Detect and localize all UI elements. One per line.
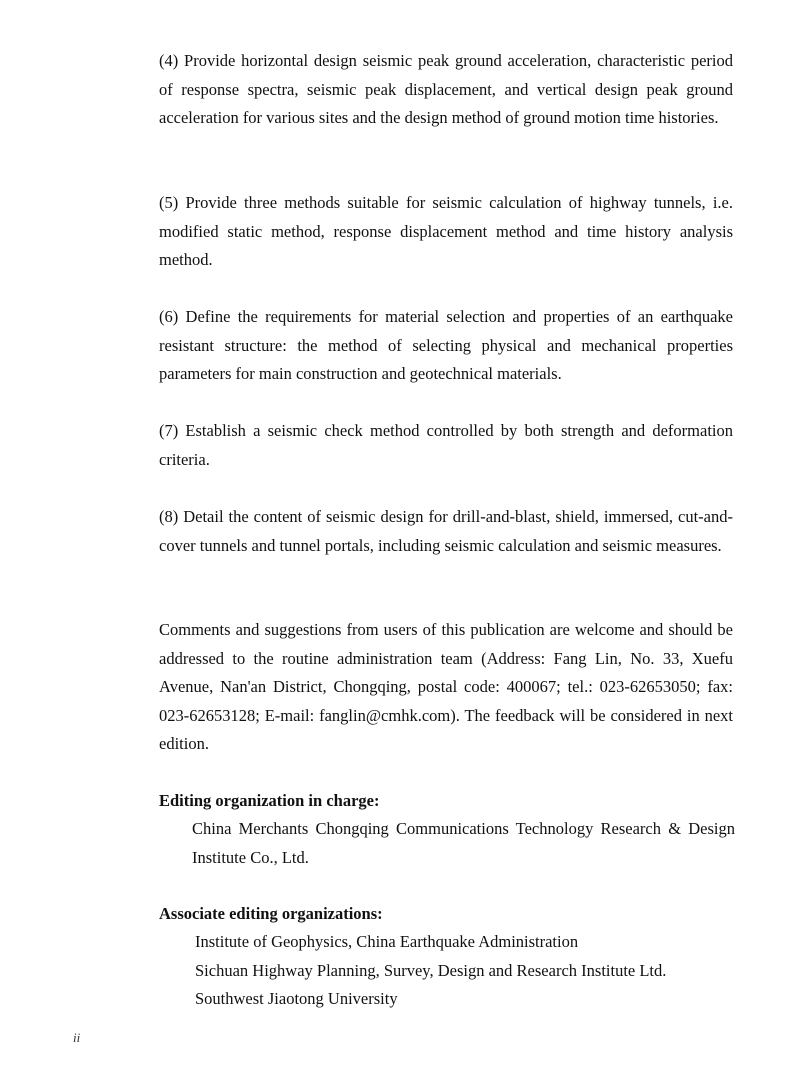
associate-organization-3: Southwest Jiaotong University xyxy=(195,989,398,1008)
associate-organization-2: Sichuan Highway Planning, Survey, Design and Research Institute Ltd. xyxy=(195,961,667,980)
comments-paragraph: Comments and suggestions from users of this publication are welcome and should be addressed to the routine administration team (Address: Fang Lin, No. 33, Xuefu Avenue, Nan'an District, Chongqing, postal code: 400067; tel.: 023-62653050; fax: 023-62653128; E-mail: fanglin@cmhk.com). The feedback will be considered in next edition. xyxy=(159,620,733,754)
list-item-4: (4) Provide horizontal design seismic peak ground acceleration, characteristic period of response spectra, seismic peak displacement, and vertical design peak ground acceleration for various sites and the design method of ground motion time histories. xyxy=(159,51,733,128)
page-number: ii xyxy=(73,1030,81,1045)
list-item-6: (6) Define the requirements for material selection and properties of an earthquake resistant structure: the method of selecting physical and mechanical properties parameters for main construction and geotechnical materials. xyxy=(159,307,733,384)
editing-organization-name: China Merchants Chongqing Communications Technology Research & Design Institute Co., Ltd. xyxy=(192,819,735,867)
list-item-8: (8) Detail the content of seismic design for drill-and-blast, shield, immersed, cut-and-cover tunnels and tunnel portals, including seismic calculation and seismic measures. xyxy=(159,507,733,555)
associate-organization-1: Institute of Geophysics, China Earthquake Administration xyxy=(195,932,579,951)
editing-organization-heading: Editing organization in charge: xyxy=(159,791,380,810)
list-item-7: (7) Establish a seismic check method controlled by both strength and deformation criteria. xyxy=(159,421,733,469)
associate-organizations-heading: Associate editing organizations: xyxy=(159,904,383,923)
list-item-5: (5) Provide three methods suitable for seismic calculation of highway tunnels, i.e. modified static method, response displacement method and time history analysis method. xyxy=(159,193,733,270)
